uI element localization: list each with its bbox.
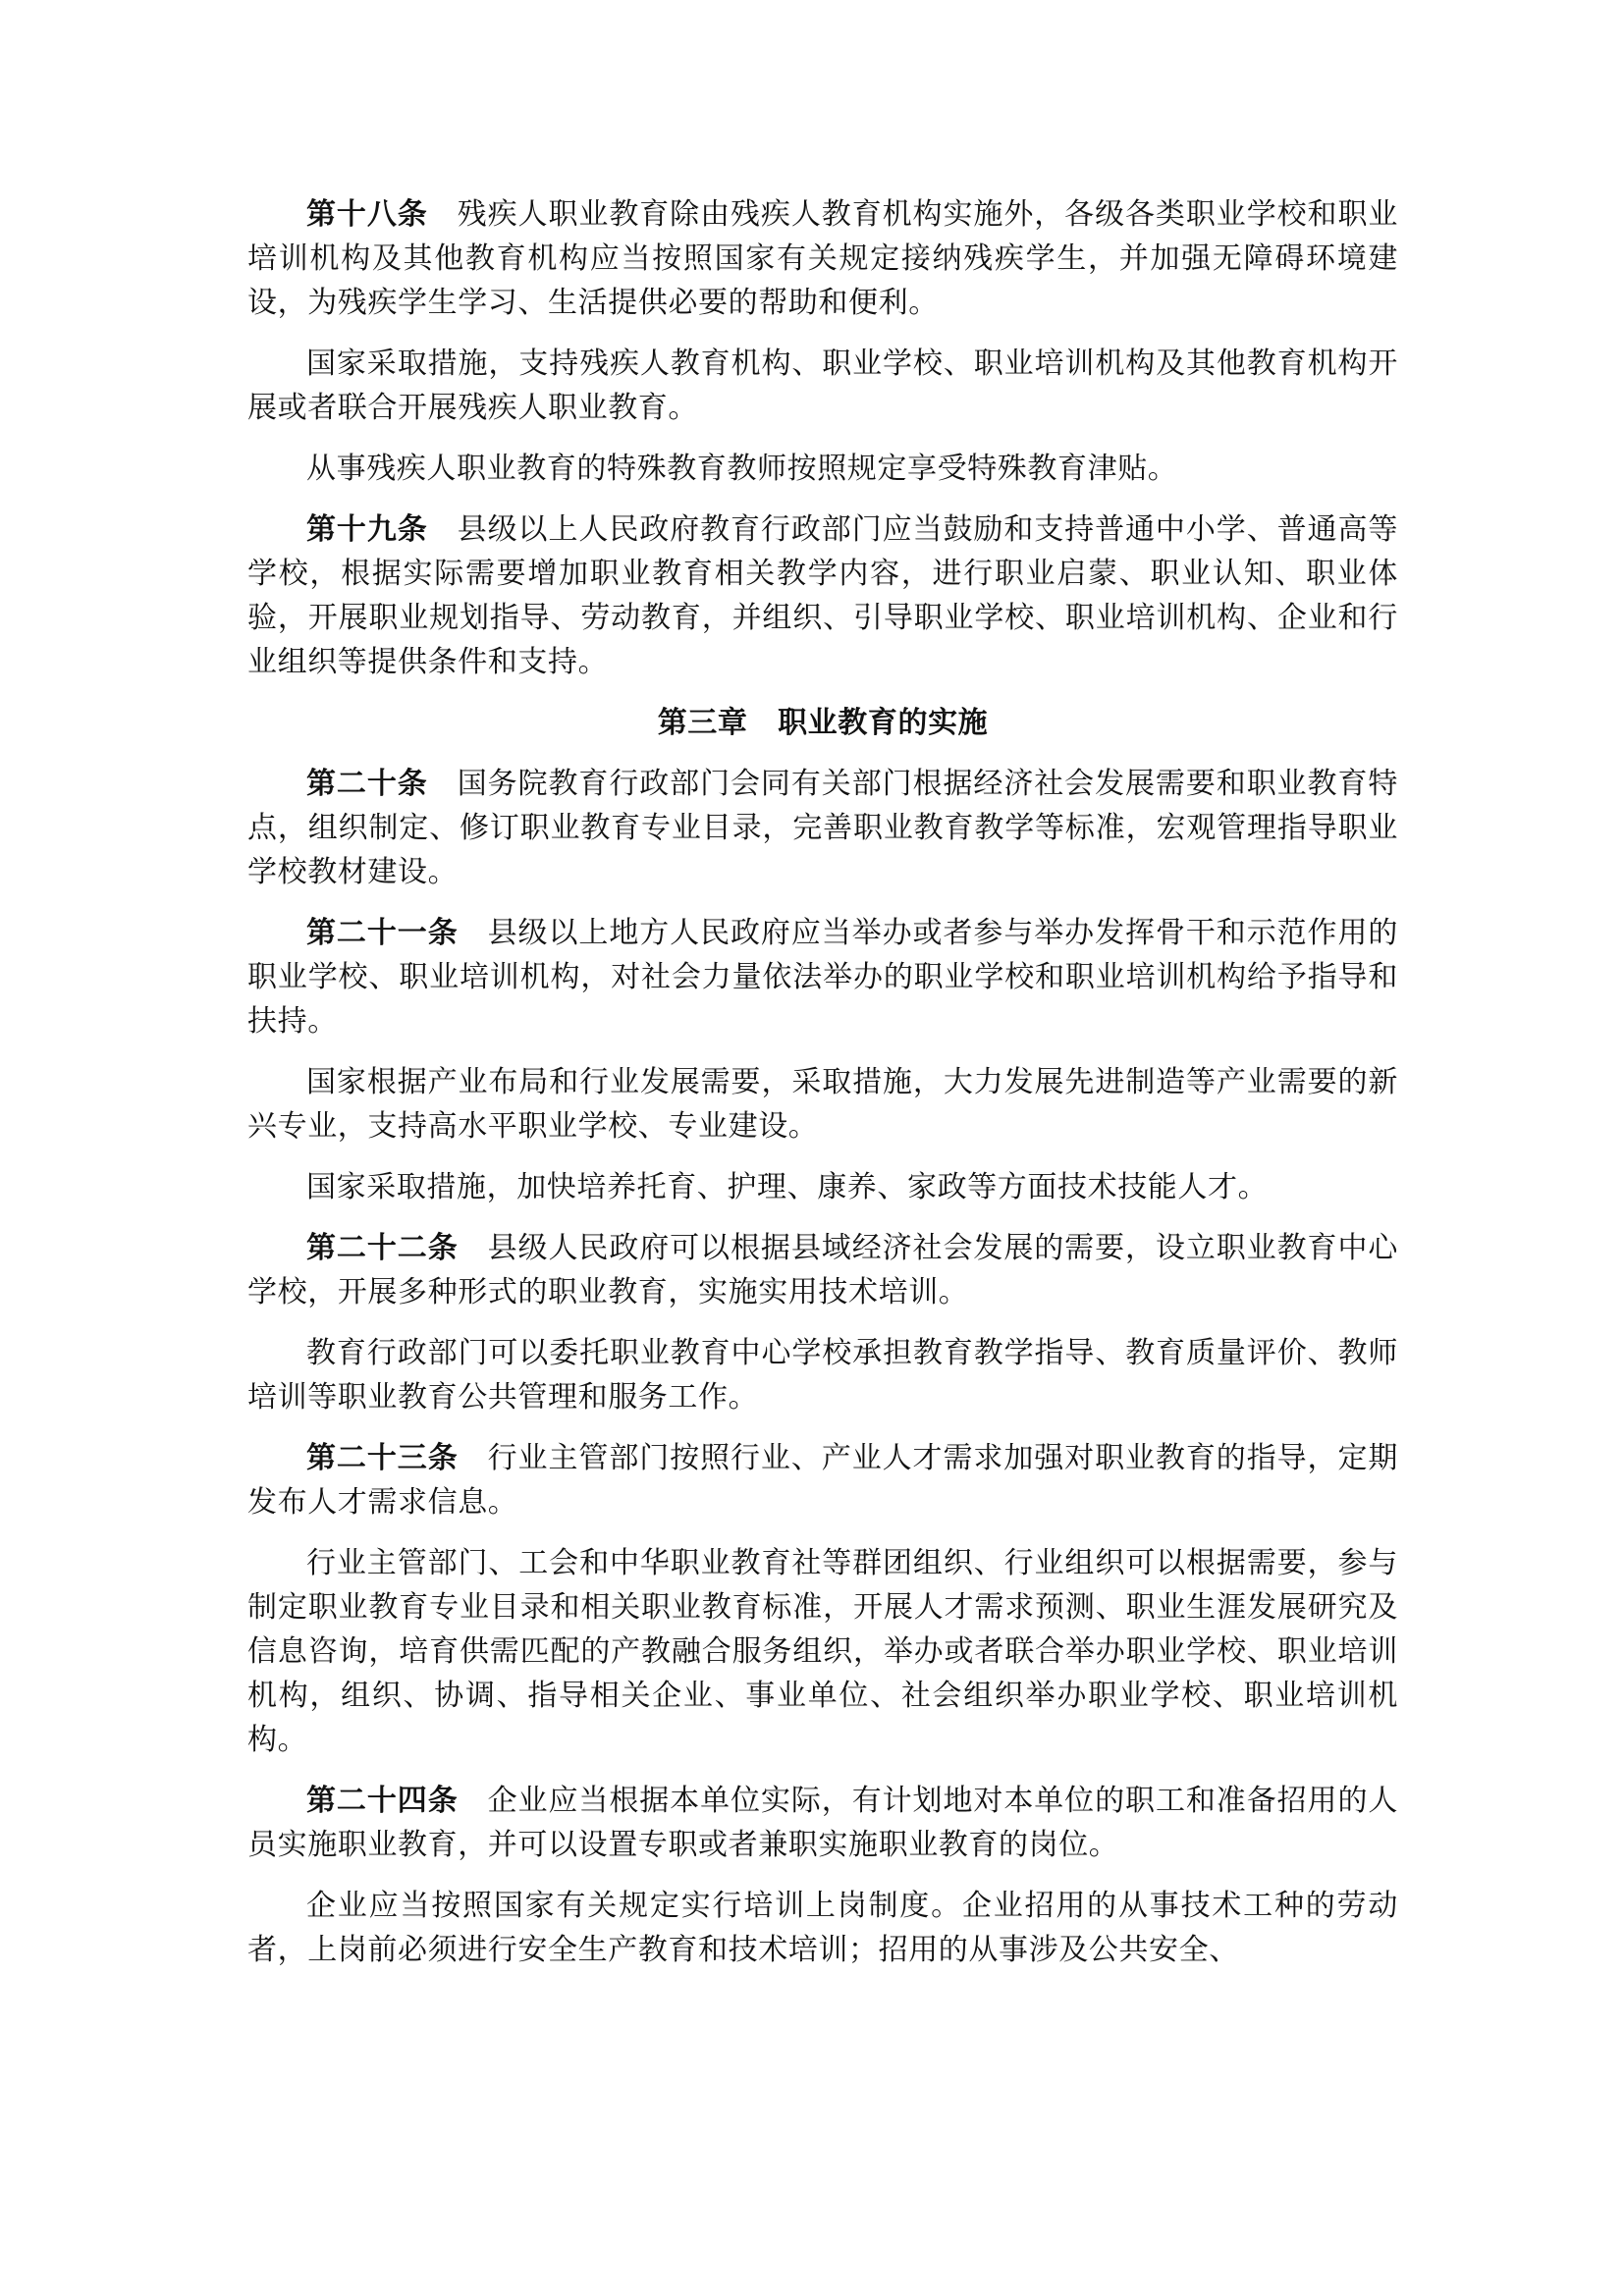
article-18-text: 残疾人职业教育除由残疾人教育机构实施外，各级各类职业学校和职业培训机构及其他教育机构应当按照国家有关规定接纳残疾学生，并加强无障碍环境建设，为残疾学生学习、生活提供必要的帮助和便利。: [247, 197, 1398, 320]
article-18-paragraph-3: 从事残疾人职业教育的特殊教育教师按照规定享受特殊教育津贴。: [306, 452, 1178, 486]
article-23-paragraph: [247, 1436, 1398, 1524]
article-24-paragraph-2: 企业应当按照国家有关规定实行培训上岗制度。企业招用的从事技术工种的劳动者，上岗前必须进行安全生产教育和技术培训；招用的从事涉及公共安全、: [247, 1889, 1398, 1967]
article-20-number: 第二十条: [306, 767, 428, 801]
article-22-text: 县级人民政府可以根据县域经济社会发展的需要，设立职业教育中心学校，开展多种形式的职业教育，实施实用技术培训。: [247, 1231, 1399, 1309]
article-22-number: 第二十二条: [306, 1231, 459, 1265]
article-19-paragraph: [247, 507, 1398, 684]
article-24-paragraph: [247, 1779, 1398, 1867]
article-21-paragraph: [247, 911, 1398, 1043]
article-18-paragraph: [247, 192, 1398, 325]
article-24-number: 第二十四条: [306, 1784, 459, 1818]
article-22-paragraph: [247, 1226, 1398, 1314]
article-21-text: 县级以上地方人民政府应当举办或者参与举办发挥骨干和示范作用的职业学校、职业培训机构，对社会力量依法举办的职业学校和职业培训机构给予指导和扶持。: [247, 916, 1399, 1039]
article-19-number: 第十九条: [306, 512, 428, 547]
article-19-text: 县级以上人民政府教育行政部门应当鼓励和支持普通中小学、普通高等学校，根据实际需要增加职业教育相关教学内容，进行职业启蒙、职业认知、职业体验，开展职业规划指导、劳动教育，并组织、引导职业学校、职业培训机构、企业和行业组织等提供条件和支持。: [247, 512, 1398, 679]
article-20-text: 国务院教育行政部门会同有关部门根据经济社会发展需要和职业教育特点，组织制定、修订职业教育专业目录，完善职业教育教学等标准，宏观管理指导职业学校教材建设。: [247, 767, 1398, 889]
article-21-number: 第二十一条: [306, 916, 459, 950]
article-21-paragraph-3: 国家采取措施，加快培养托育、护理、康养、家政等方面技术技能人才。: [306, 1170, 1269, 1204]
article-23-paragraph-2: 行业主管部门、工会和中华职业教育社等群团组织、行业组织可以根据需要，参与制定职业教育专业目录和相关职业教育标准，开展人才需求预测、职业生涯发展研究及信息咨询，培育供需匹配的产教融合服务组织，举办或者联合举办职业学校、职业培训机构，组织、协调、指导相关企业、事业单位、社会组织举办职业学校、职业培训机构。: [247, 1546, 1398, 1757]
document-body: [247, 192, 1398, 1989]
article-23-number: 第二十三条: [306, 1441, 459, 1475]
article-23-text: 行业主管部门按照行业、产业人才需求加强对职业教育的指导，定期发布人才需求信息。: [247, 1441, 1399, 1520]
article-22-paragraph-2: 教育行政部门可以委托职业教育中心学校承担教育教学指导、教育质量评价、教师培训等职业教育公共管理和服务工作。: [247, 1336, 1398, 1415]
article-20-paragraph: [247, 762, 1398, 894]
article-18-number: 第十八条: [306, 197, 428, 232]
article-18-paragraph-2: 国家采取措施，支持残疾人教育机构、职业学校、职业培训机构及其他教育机构开展或者联合开展残疾人职业教育。: [247, 347, 1398, 425]
chapter-3-heading: 第三章 职业教育的实施: [657, 706, 989, 740]
article-24-text: 企业应当根据本单位实际，有计划地对本单位的职工和准备招用的人员实施职业教育，并可以设置专职或者兼职实施职业教育的岗位。: [247, 1784, 1399, 1862]
article-21-paragraph-2: 国家根据产业布局和行业发展需要，采取措施，大力发展先进制造等产业需要的新兴专业，支持高水平职业学校、专业建设。: [247, 1065, 1398, 1144]
